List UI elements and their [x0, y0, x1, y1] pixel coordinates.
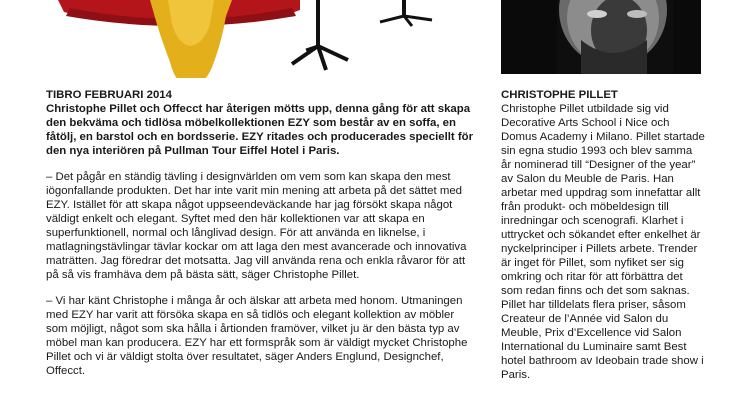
designer-bio-text: Christophe Pillet utbildade sig vid Decorative Arts School i Nice och Domus Academy i Milano. Pillet startade sin egna studio 1993 och blev samma år nominerad till “Designer of the year” av Salon du Meuble de Paris. Han arbetar med uppdrag som innefattar allt från produkt- och möbeldesign till inredningar och scenografi. Klarhet i uttrycket och sökandet efter enkelhet är nyckelprinciper i Pillets arbete. Trender är inget för Pillet, som nyfiket ser sig omkring och ritar för att förbättra det som redan finns och det som saknas. Pillet har tilldelats flera priser, såsom Createur de l’Année vid Salon du Meuble, Prix d’Excellence vid Salon International du Luminaire samt Best hotel bathroom av Ideobain trade show i Paris. [501, 103, 705, 381]
christophe-pillet-portrait [501, 0, 701, 74]
ezy-furniture-image [0, 0, 480, 78]
body-paragraph: – Vi har känt Christophe i många år och älskar att arbeta med honom. Utmaningen med EZY har varit att försöka skapa en så tidlös och elegant kollektion av möbler som möjligt, något som ska hålla i årtionden framöver, vilket ju är den bästa typ av möbel man kan producera. EZY har ett formspråk som är väldigt mycket Christophe Pillet och vi är väldigt stolta över resultatet, säger Anders Englund, Designchef, Offecct. [46, 295, 468, 377]
designer-name: CHRISTOPHE PILLET [501, 89, 618, 101]
designer-bio [501, 88, 705, 382]
product-photo [0, 0, 480, 78]
portrait-image [501, 0, 701, 74]
body-paragraph: – Det pågår en ständig tävling i designvärlden om vem som kan skapa den mest iögonfallande produkten. Det har inte varit min mening att arbeta på det sättet med EZY. Istället för att skapa något uppseendeväckande har jag försökt skapa något väldigt enkelt och elegant. Syftet med den här kollektionen var att skapa en superfunktionell, normal och långlivad design. För att använda en liknelse, i matlagningstävlingar tävlar kockar om att laga den mest avancerade och innovativa maträtten. Jag föredrar det motsatta. Jag vill använda rena och enkla råvaror för att på så vis framhäva dem på bästa sätt, säger Christophe Pillet. [46, 171, 467, 281]
press-release-body [46, 88, 476, 378]
dateline: TIBRO FEBRUARI 2014 [46, 89, 172, 101]
lead-paragraph: Christophe Pillet och Offecct har återigen mötts upp, denna gång för att skapa den bekväma och tidlösa möbelkollektionen EZY som består av en soffa, en fåtölj, en barstol och en bordsserie. EZY ritades och producerades speciellt för den nya interiören på Pullman Tour Eiffel Hotel i Paris. [46, 103, 474, 157]
